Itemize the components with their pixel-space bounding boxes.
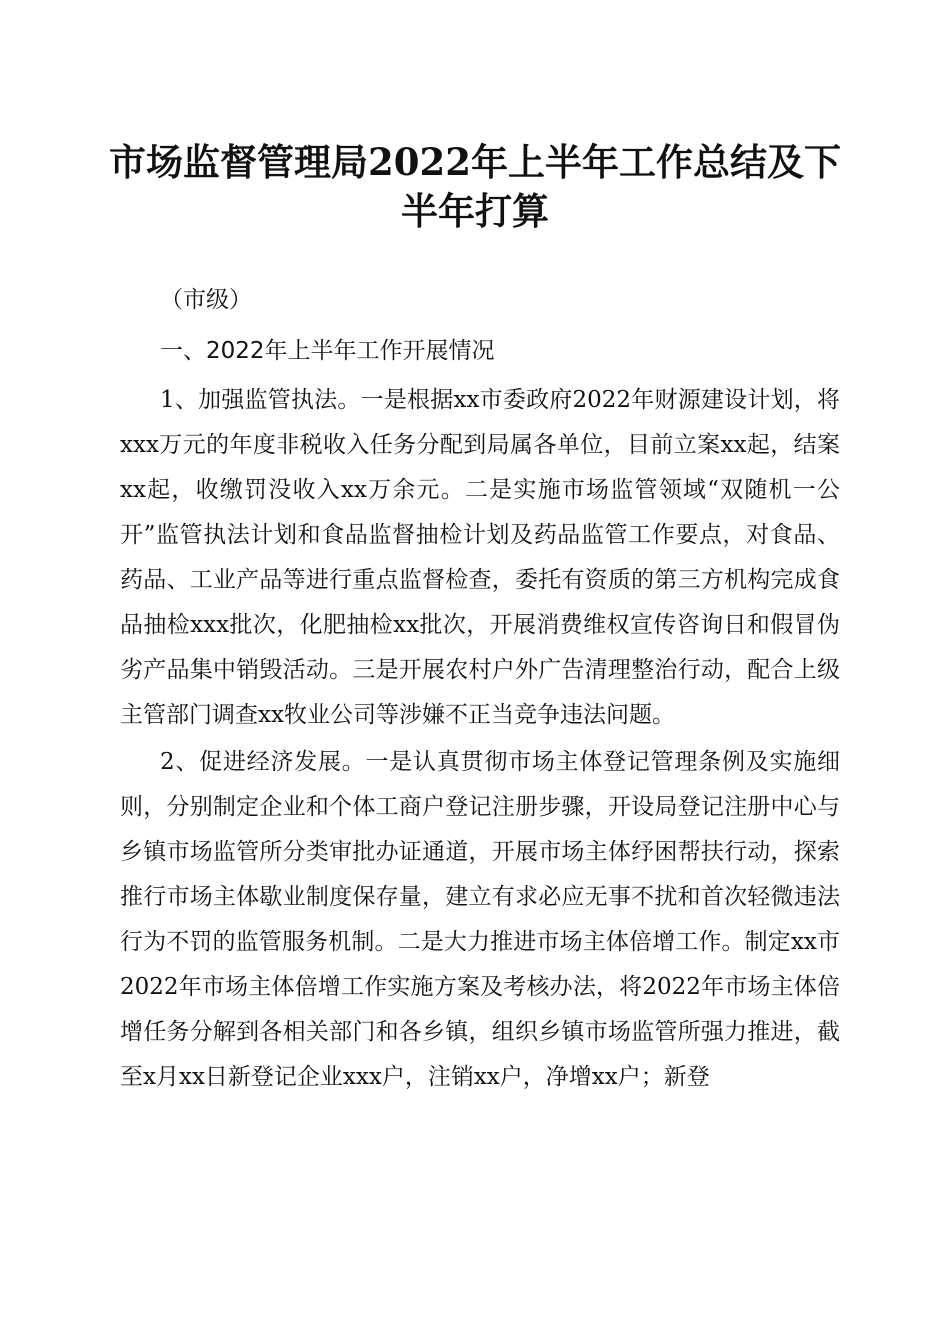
title-line-2: 半年打算 <box>401 189 549 233</box>
level-note: （市级） <box>160 287 252 313</box>
paragraph-economic-development: 2、促进经济发展。一是认真贯彻市场主体登记管理条例及实施细则，分别制定企业和个体工商户登记注册步骤，开设局登记注册中心与乡镇市场监管所分类审批办证通道，开展市场主体纾困帮扶行动，探索推行市场主体歇业制度保存量，建立有求必应无事不扰和首次轻微违法行为不罚的监管服务机制。二是大力推进市场主体倍增工作。制定xx市2022年市场主体倍增工作实施方案及考核办法，将2022年市场主体倍增任务分解到各相关部门和各乡镇，组织乡镇市场监管所强力推进，截至x月xx日新登记企业xxx户，注销xx户，净增xx户；新登 <box>120 749 840 1090</box>
document-body <box>120 278 840 1100</box>
paragraph-enforcement: 1、加强监管执法。一是根据xx市委政府2022年财源建设计划，将xxx万元的年度非税收入任务分配到局属各单位，目前立案xx起，结案xx起，收缴罚没收入xx万余元。二是实施市场监管领域“双随机一公开”监管执法计划和食品监督抽检计划及药品监管工作要点，对食品、药品、工业产品等进行重点监督检查，委托有资质的第三方机构完成食品抽检xxx批次，化肥抽检xx批次，开展消费维权宣传咨询日和假冒伪劣产品集中销毁活动。三是开展农村户外广告清理整治行动，配合上级主管部门调查xx牧业公司等涉嫌不正当竞争违法问题。 <box>120 387 840 728</box>
document-title <box>100 138 850 236</box>
title-line-1: 市场监督管理局2022年上半年工作总结及下 <box>109 140 841 184</box>
section-heading: 一、2022年上半年工作开展情况 <box>160 338 495 364</box>
